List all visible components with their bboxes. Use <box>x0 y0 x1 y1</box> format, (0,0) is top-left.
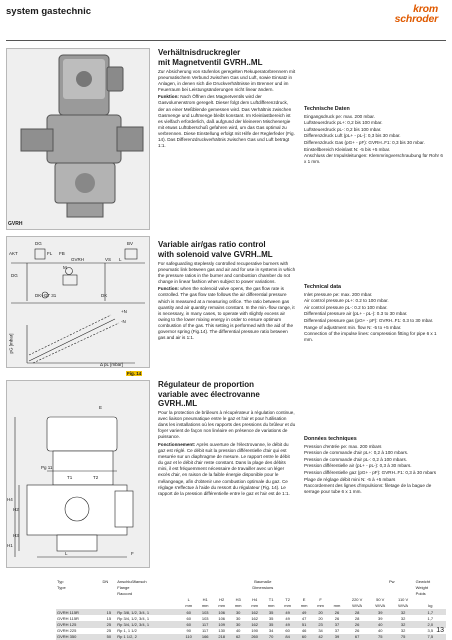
diagram-plus-n: +N <box>121 309 127 314</box>
product-photo <box>7 49 149 229</box>
table-cell: 28 <box>345 609 369 615</box>
table-cell: 15 <box>101 609 116 615</box>
table-cell: 35 <box>263 609 279 615</box>
table-unit-cell: mm <box>185 603 193 609</box>
table-header-cell: Poids <box>415 590 426 596</box>
diagram-y-axis-label: pG [mbar] <box>8 333 14 354</box>
diagram-label-vs: VS <box>105 257 112 262</box>
table-row <box>56 634 446 640</box>
table-cell: 70 <box>263 634 279 640</box>
table-cell: 34 <box>318 628 323 634</box>
fr-title-1: Régulateur de proportion <box>158 380 254 389</box>
section-en-left <box>158 240 296 343</box>
table-cell: Rp 1 1/2, 2 <box>116 634 180 640</box>
table-unit-cell: mm <box>333 603 341 609</box>
table-cell: 37 <box>329 621 345 627</box>
diagram-label-l: L <box>119 257 122 262</box>
table-unit-cell: 110 V <box>398 597 409 603</box>
table-unit-cell: mm <box>300 603 308 609</box>
diagram-minus-n: -N <box>121 319 126 324</box>
drawing-label-h3: H3 <box>13 533 19 538</box>
logo-line2: schroder <box>394 13 438 25</box>
table-unit-cell: 50 V <box>376 597 385 603</box>
de-function-label: Funktion: <box>158 94 179 100</box>
table-cell: 49 <box>296 609 312 615</box>
section-title: system gastechnic <box>6 6 92 17</box>
table-unit-cell: mm <box>267 603 275 609</box>
table-header-cell: DN <box>102 578 109 584</box>
table-unit-cell: mm <box>201 603 209 609</box>
table-cell: 39 <box>378 615 383 621</box>
table-cell: GVRH 115R <box>57 615 79 621</box>
table-cell: 32 <box>400 615 406 621</box>
dimension-drawing <box>7 381 149 567</box>
en-tech-title: Technical data <box>304 284 342 290</box>
table-header-cell: Dimensions <box>252 584 274 590</box>
table-cell: GVRH 125 <box>56 621 101 627</box>
table-header-cell: Gewicht <box>415 578 431 584</box>
table-cell: 166 <box>197 634 214 640</box>
table-unit-cell: H4 <box>252 597 258 603</box>
section-de-left <box>158 48 296 151</box>
table-cell: 50 <box>101 634 116 640</box>
de-title-2: mit Magnetventil GVRH..ML <box>158 57 263 67</box>
table-cell: 117 <box>197 621 214 627</box>
table-cell: 218 <box>213 634 230 640</box>
de-tech-5: Einstellbereich Kleinlast N: -5 bis +5 mbar. <box>304 146 391 152</box>
table-cell: 20 <box>318 615 323 621</box>
diagram-label-fb: FB <box>59 251 65 256</box>
table-cell: 46 <box>301 628 307 634</box>
de-function-text: Nach Öffnen des Magnetventils wird der Gasvolumenstrom geregelt. Dieser folgt dem Luftdifferenzdruck, der an einer Meßblende gemessen wird. Das Verhältnis zwischen Gasmenge und Luftmenge bleibt konstant. Im Kleinlastbereich ist es vielfach erforderlich, daß aufgrund der kleineren Mischenergie mit etwas Luftüberschuß gefahren wird, um das Gas optimal zu verbrennen. Diese Einstellung erfolgt mit Hilfe der Reglerfeder (Fig. 14). Das Differenzdruckverhältnis zwischen Gas und Luft beträgt 1:1. <box>158 94 295 149</box>
fr-tech-3: Pression différentielle air (pL+ - pL-): 0,3 à 30 mbars. <box>304 463 412 469</box>
drawing-label-f: F <box>131 551 134 556</box>
de-tech-1: Luftsteuerdruck pL+: 0,2 bis 100 mbar. <box>304 120 383 126</box>
table-header-cell: Pw <box>389 578 395 584</box>
fr-tech-6: Raccordement des lignes d'impulsions: filetage de la bague de serrage pour tube 6 x 1 mm. <box>304 483 432 495</box>
table-cell: 117 <box>201 628 209 634</box>
table-cell: 3,5 <box>427 628 434 634</box>
table-cell: 130 <box>218 628 226 634</box>
drawing-label-l: L <box>65 551 68 556</box>
table-cell: 103 <box>201 615 209 621</box>
table-cell: 37 <box>334 628 340 634</box>
table-cell: 60 <box>186 615 191 621</box>
diagram-label-dk: DK <box>101 293 108 298</box>
table-cell: 162 <box>251 615 258 621</box>
fr-tech-0: Pression d'entrée pe: max. 200 mbars <box>304 443 382 449</box>
table-cell: 47 <box>301 615 307 621</box>
fr-tech-2: Pression de commande d'air pL-: 0,2 à 100 mbars. <box>304 456 408 462</box>
table-header-cell: Raccord <box>117 590 133 596</box>
table-cell: 190 <box>251 628 258 634</box>
spec-table <box>56 578 446 640</box>
diagram-label-m: M <box>63 265 67 270</box>
en-function-label: Function: <box>158 286 179 292</box>
table-unit-cell: kg <box>428 603 433 609</box>
table-cell: 30 <box>235 615 241 621</box>
table-cell: 84 <box>279 634 295 640</box>
table-unit-cell: mm <box>284 603 291 609</box>
table-cell: 67 <box>345 634 369 640</box>
table-cell: 25 <box>101 621 116 627</box>
drawing-label-h4: H4 <box>7 497 13 502</box>
section-de-right <box>304 48 444 166</box>
table-cell: 40 <box>369 621 392 627</box>
table-cell: GVRH 350 <box>56 634 101 640</box>
table-cell: 40 <box>235 628 241 634</box>
table-cell: 30 <box>230 621 246 627</box>
diagram-x-axis-label: Δ pL [mbar] <box>100 362 123 367</box>
table-cell: 15 <box>106 615 112 621</box>
table-unit-cell: mm <box>234 603 242 609</box>
page-number: 13 <box>436 627 444 634</box>
table-unit-cell: mm <box>251 603 258 609</box>
en-tech-0: Inlet pressure pe: max. 200 mbar. <box>304 291 373 297</box>
diagram-label-gvrh: GVRH <box>71 257 85 262</box>
table-cell: 23 <box>312 621 328 627</box>
table-cell: 32 <box>400 628 406 634</box>
en-tech-2: Air control pressure pL-: 0.2 to 100 mbar. <box>304 304 388 310</box>
table-cell: 75 <box>369 634 392 640</box>
table-cell: 103 <box>197 609 214 615</box>
fr-function-text: Après ouverture de l'électrovanne, le débit du gaz est réglé. Ce débit suit la pression différentielle d'air qui est mesurée sur un diaphragme de mesure. Le rapport entre le débit du gaz et le débit d'air reste constant. Dans la plage des débits mini, il est fréquemment nécessaire de travailler avec un léger excès d'air, en raison de la faible énergie disponible pour le mélangeage, afin d'obtenir une combustion optimale du gaz. Ce réglage s'effectue à l'aide du ressort du régulateur (Fig. 14). Le rapport de la pression différentielle entre le gaz et l'air est de 1:1. <box>158 441 290 496</box>
table-header-cell: Baumaße <box>254 578 272 584</box>
table-header-cell: Weight <box>415 584 429 590</box>
table-cell: 26 <box>354 628 360 634</box>
de-tech-3: Differenzdruck Luft (pL+ - pL-): 0,3 bis 30 mbar. <box>304 133 401 139</box>
table-unit-cell: mm <box>317 603 324 609</box>
table-cell: 20 <box>312 609 328 615</box>
table-cell: 49 <box>279 609 295 615</box>
table-unit-cell: H2 <box>219 597 225 603</box>
drawing-label-h2: H2 <box>13 507 19 512</box>
table-cell: 106 <box>218 615 226 621</box>
table-cell: 28 <box>354 615 360 621</box>
table-cell: 1,7 <box>415 609 446 615</box>
table-unit-cell: L <box>187 597 190 603</box>
fr-tech-5: Plage de réglage débit mini N: -5 à +5 mbars <box>304 476 396 482</box>
logo-line1: krom <box>413 3 438 15</box>
drawing-label-t2: T2 <box>93 475 99 480</box>
fr-function-label: Fonctionnement: <box>158 441 196 447</box>
table-cell: 26 <box>334 615 340 621</box>
table-cell: 1,7 <box>427 615 434 621</box>
table-cell: Rp 3/4, 1/2, 3/4, 1 <box>116 621 180 627</box>
fr-tech-4: Pression différentielle gaz (pG+ - pF): GVRH..F1: 0,3 à 30 mbars <box>304 469 437 475</box>
section-fr-left <box>158 380 296 498</box>
table-cell: 7,5 <box>415 634 446 640</box>
en-function-text: when the solenoid valve opens, the gas flow rate is controlled. The gas flow rate follows the air differential pressure which is measured at a measuring orifice. The ratio between gas quantity and air quantity remains constant. In the min.-flow range, it is necessary, in many cases, to operate with slightly excess air owing to the lower mixing energy in order to ensure optimum combustion of the gas. This setting is performed with the aid of the governor spring (Fig.14). The differential pressure ratio between gas and air is 1:1. <box>158 286 295 341</box>
table-cell: 26 <box>345 621 369 627</box>
en-title-2: with solenoid valve GVRH..ML <box>158 249 273 259</box>
section-fr-right <box>304 380 444 496</box>
diagram-label-dg2: DG <box>11 273 18 278</box>
product-label: GVRH <box>8 221 23 227</box>
product-photo-panel <box>6 48 150 230</box>
table-unit-cell: H1 <box>202 597 208 603</box>
table-cell: 62 <box>230 634 246 640</box>
section-en-right <box>304 240 444 344</box>
table-cell: Rp 3/4, 1/2, 3/4, 1 <box>117 615 150 621</box>
table-cell: 90 <box>186 628 191 634</box>
fr-title-2: variable avec électrovanne <box>158 389 260 399</box>
table-cell: 60 <box>285 628 290 634</box>
table-cell: 75 <box>392 634 415 640</box>
table-cell: 40 <box>378 628 383 634</box>
table-cell: 162 <box>246 609 263 615</box>
drawing-label-pg11: Pg 11 <box>41 465 53 470</box>
schematic-panel <box>6 236 150 368</box>
table-unit-cell: 220 V <box>351 597 363 603</box>
drawing-label-t1: T1 <box>67 475 73 480</box>
table-unit-cell: E <box>302 597 306 603</box>
fr-body: Pour la protection de brûleurs à récupérateur à régulation continue, avec liaison pneumatique entre le gaz et l'air et pour l'utilisation dans les installations où les rapports des pressions du brûleur et du foyer varient de façon non linéaire en présence de variations de puissance. <box>158 410 296 440</box>
table-cell: 25 <box>106 628 112 634</box>
en-body: For safeguarding steplessly controlled recuperative burners with pneumatic link between gas and air and for use in systems in which the pressure ratios in the burner and combustion chamber do not change in linear fashion when subject to power variations. <box>158 260 296 284</box>
table-cell: 32 <box>392 621 415 627</box>
drawing-label-h1: H1 <box>7 543 13 548</box>
table-cell: 60 <box>296 634 312 640</box>
table-cell: GVRH 115R <box>56 609 101 615</box>
table-cell: 26 <box>329 609 345 615</box>
table-cell: 162 <box>246 621 263 627</box>
table-cell: 49 <box>279 621 295 627</box>
en-tech-1: Air control pressure pL+: 0.2 to 100 mbar. <box>304 298 389 304</box>
table-unit-cell: mm <box>218 603 226 609</box>
de-tech-title: Technische Daten <box>304 106 350 112</box>
table-cell: 39 <box>329 634 345 640</box>
table-cell: 110 <box>180 634 196 640</box>
table-unit-cell: F <box>319 597 322 603</box>
en-tech-3: Differential pressure air (pL+ - pL-): 0.3 to 30 mbar. <box>304 311 408 317</box>
de-title-1: Verhältnisdruckregler <box>158 48 241 57</box>
table-cell: 60 <box>180 609 196 615</box>
diagram-label-fl: FL <box>47 251 53 256</box>
table-unit-cell: W/VA <box>375 603 386 609</box>
table-unit-cell: T2 <box>285 597 290 603</box>
table-unit-cell: H3 <box>235 597 241 603</box>
de-body: Zur Absicherung von stufenlos geregelten Rekuperatorbrennern mit pneumatischem Verbund zwischen Gas und Luft, sowie Einsatz in Anlagen, in denen sich die Druckverhältnisse im Brenner und im Feuerraum bei Leistungsänderungen nicht linear ändern. <box>158 68 296 92</box>
table-cell: 39 <box>369 609 392 615</box>
figure-label: Fig. 14 <box>127 371 142 376</box>
diagram-label-dk-gt31: DK+GT 31 <box>35 293 57 298</box>
fr-title-3: GVRH..ML <box>158 399 198 408</box>
table-cell: 42 <box>312 634 328 640</box>
diagram-label-bv: BV <box>127 241 134 246</box>
table-header-cell: Typ <box>57 578 64 584</box>
table-cell: 106 <box>213 609 230 615</box>
table-cell: 34 <box>268 628 274 634</box>
de-tech-0: Eingangsdruck pe: max. 200 mbar. <box>304 113 375 119</box>
fr-tech-1: Pression de commande d'air pL+: 0,2 à 100 mbars. <box>304 450 409 456</box>
table-cell: 2,0 <box>415 621 446 627</box>
table-cell: 109 <box>213 621 230 627</box>
table-cell: Rp 3/8, 1/2, 3/4, 1 <box>116 609 180 615</box>
table-cell: Rp 1, 1 1/2 <box>117 628 137 634</box>
table-unit-cell: T1 <box>268 597 274 603</box>
table-cell: 260 <box>246 634 263 640</box>
table-cell: 32 <box>392 609 415 615</box>
en-tech-4: Differential pressure gas (pG+ - pF): GVRH..F1: 0.3 to 30 mbar. <box>304 317 434 323</box>
krom-schroder-logo <box>392 3 438 33</box>
table-cell: 60 <box>180 621 196 627</box>
table-cell: 35 <box>263 621 279 627</box>
table-cell: GVRH 225 <box>57 628 77 634</box>
en-tech-5: Range of adjustment min. flow N: -5 to +5 mbar. <box>304 324 402 330</box>
table-unit-cell: W/VA <box>398 603 409 609</box>
table-unit-cell: W/VA <box>352 603 363 609</box>
table-cell: 49 <box>285 615 290 621</box>
table-cell: 51 <box>296 621 312 627</box>
header-rule <box>6 40 446 41</box>
de-tech-4: Differenzdruck Gas (pG+ - pF): GVRH..F1: 0,3 bis 30 mbar. <box>304 139 425 145</box>
diagram-label-akt: AKT <box>9 251 18 256</box>
table-body <box>56 609 446 640</box>
table-cell: 30 <box>230 609 246 615</box>
de-tech-6: Anschluss der Impulsleitungen: Klemmringverschraubung für Rohr 6 x 1 mm. <box>304 153 443 165</box>
en-tech-6: Connection of the impulse lines: compression fitting for pipe 6 x 1 mm. <box>304 331 437 343</box>
en-title-1: Variable air/gas ratio control <box>158 240 266 249</box>
table-header-cell: Type <box>57 584 66 590</box>
table-cell: 35 <box>268 615 274 621</box>
drawing-label-e: E <box>99 405 103 410</box>
table-header-cell: Anschlußflansch <box>117 578 147 584</box>
diagram-label-dg: DG <box>35 241 42 246</box>
dimension-drawing-panel <box>6 380 150 568</box>
table-header-cell: Flange <box>117 584 130 590</box>
fr-tech-title: Données techniques <box>304 436 357 442</box>
de-tech-2: Luftsteuerdruck pL-: 0,2 bis 100 mbar. <box>304 126 382 132</box>
